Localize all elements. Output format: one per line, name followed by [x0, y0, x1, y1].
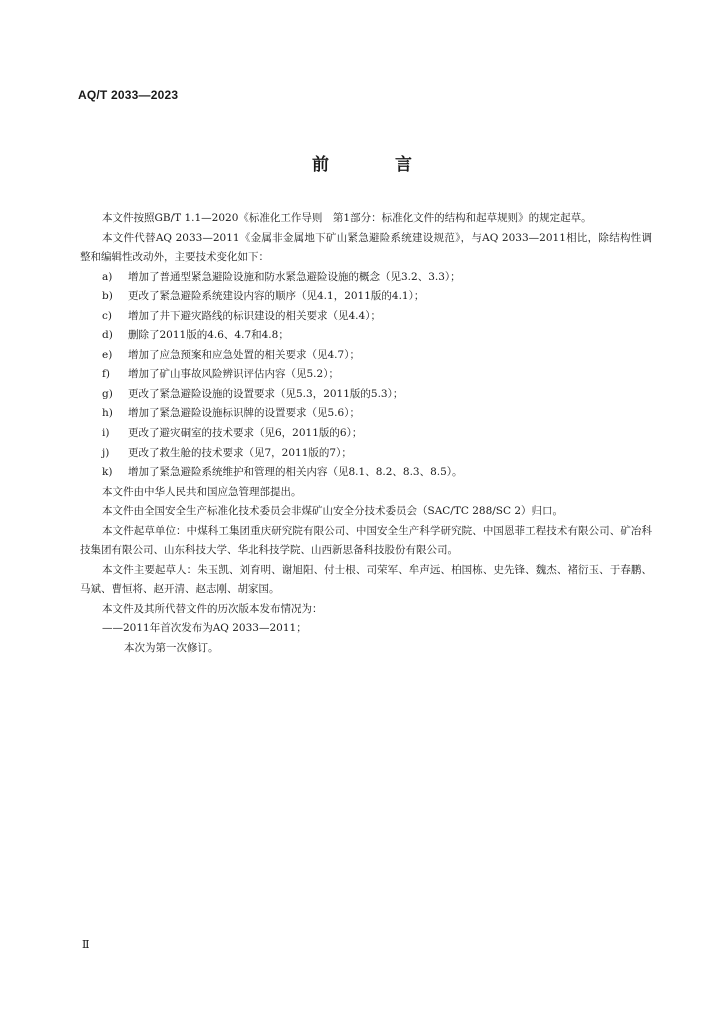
list-item-label: a) — [102, 270, 113, 283]
list-item — [80, 444, 652, 464]
paragraph-history-intro: 本文件及其所代替文件的历次版本发布情况为： — [102, 602, 323, 615]
list-item-text: 增加了应急预案和应急处置的相关要求（见4.7）； — [128, 348, 360, 361]
list-item — [80, 268, 652, 288]
list-item — [80, 424, 652, 444]
changes-list — [80, 268, 652, 483]
page-number: Ⅱ — [82, 938, 90, 951]
list-item-label: i) — [102, 427, 110, 440]
foreword-body — [80, 209, 652, 659]
list-item-label: e) — [102, 348, 113, 361]
list-item-label: h) — [102, 407, 113, 420]
paragraph-drafting-units: 本文件起草单位：中煤科工集团重庆研究院有限公司、中国安全生产科学研究院、中国恩菲工程技术有限公司、矿冶科技集团有限公司、山东科技大学、华北科技学院、山西新思备科技股份有限公司。 — [80, 524, 652, 557]
list-item — [80, 307, 652, 327]
paragraph-drafters: 本文件主要起草人：朱玉凯、刘育明、谢旭阳、付士根、司荣军、牟声远、柏国栋、史先锋、魏杰、褚衍玉、于春鹏、马斌、曹恒将、赵开清、赵志刚、胡家国。 — [80, 563, 652, 596]
list-item-text: 增加了紧急避险系统维护和管理的相关内容（见8.1、8.2、8.3、8.5）。 — [128, 466, 463, 479]
list-item — [80, 404, 652, 424]
list-item — [80, 385, 652, 405]
list-item-text: 更改了紧急避险系统建设内容的顺序（见4.1，2011版的4.1）； — [128, 290, 425, 303]
list-item-text: 增加了井下避灾路线的标识建设的相关要求（见4.4）； — [128, 309, 381, 322]
list-item-text: 更改了紧急避险设施的设置要求（见5.3，2011版的5.3）； — [128, 387, 404, 400]
list-item — [80, 365, 652, 385]
list-item — [80, 463, 652, 483]
list-item-text: 删除了2011版的4.6、4.7和4.8； — [128, 329, 289, 342]
list-item-label: g) — [102, 387, 113, 400]
list-item-text: 更改了避灾硐室的技术要求（见6，2011版的6）； — [128, 427, 363, 440]
page-title: 前 言 — [312, 155, 442, 175]
list-item — [80, 287, 652, 307]
paragraph-centralizer: 本文件由全国安全生产标准化技术委员会非煤矿山安全分技术委员会（SAC/TC 288/SC 2）归口。 — [102, 505, 564, 518]
list-item-label: b) — [102, 290, 113, 303]
list-item-label: c) — [102, 309, 112, 322]
list-item-label: j) — [102, 446, 110, 459]
list-item — [80, 326, 652, 346]
list-item-text: 增加了矿山事故风险辨识评估内容（见5.2）； — [128, 368, 339, 381]
list-item — [80, 346, 652, 366]
paragraph-drafting-rules: 本文件按照GB/T 1.1—2020《标准化工作导则 第1部分：标准化文件的结构和起草规则》的规定起草。 — [102, 212, 592, 224]
paragraph-replacement: 本文件代替AQ 2033—2011《金属非金属地下矿山紧急避险系统建设规范》，与AQ 2033—2011相比，除结构性调整和编辑性改动外，主要技术变化如下： — [80, 231, 652, 264]
list-item-text: 增加了普通型紧急避险设施和防水紧急避险设施的概念（见3.2、3.3）； — [128, 270, 461, 283]
list-item-label: d) — [102, 329, 113, 342]
list-item-text: 更改了救生舱的技术要求（见7，2011版的7）； — [128, 446, 352, 459]
paragraph-proposer: 本文件由中华人民共和国应急管理部提出。 — [102, 485, 302, 498]
paragraph-history-item: ——2011年首次发布为AQ 2033—2011； — [102, 622, 307, 635]
list-item-label: k) — [102, 466, 113, 479]
paragraph-history-current: 本次为第一次修订。 — [124, 642, 219, 655]
list-item-label: f) — [102, 368, 110, 381]
list-item-text: 增加了紧急避险设施标识牌的设置要求（见5.6）； — [128, 407, 360, 420]
standard-code: AQ/T 2033—2023 — [78, 88, 179, 102]
